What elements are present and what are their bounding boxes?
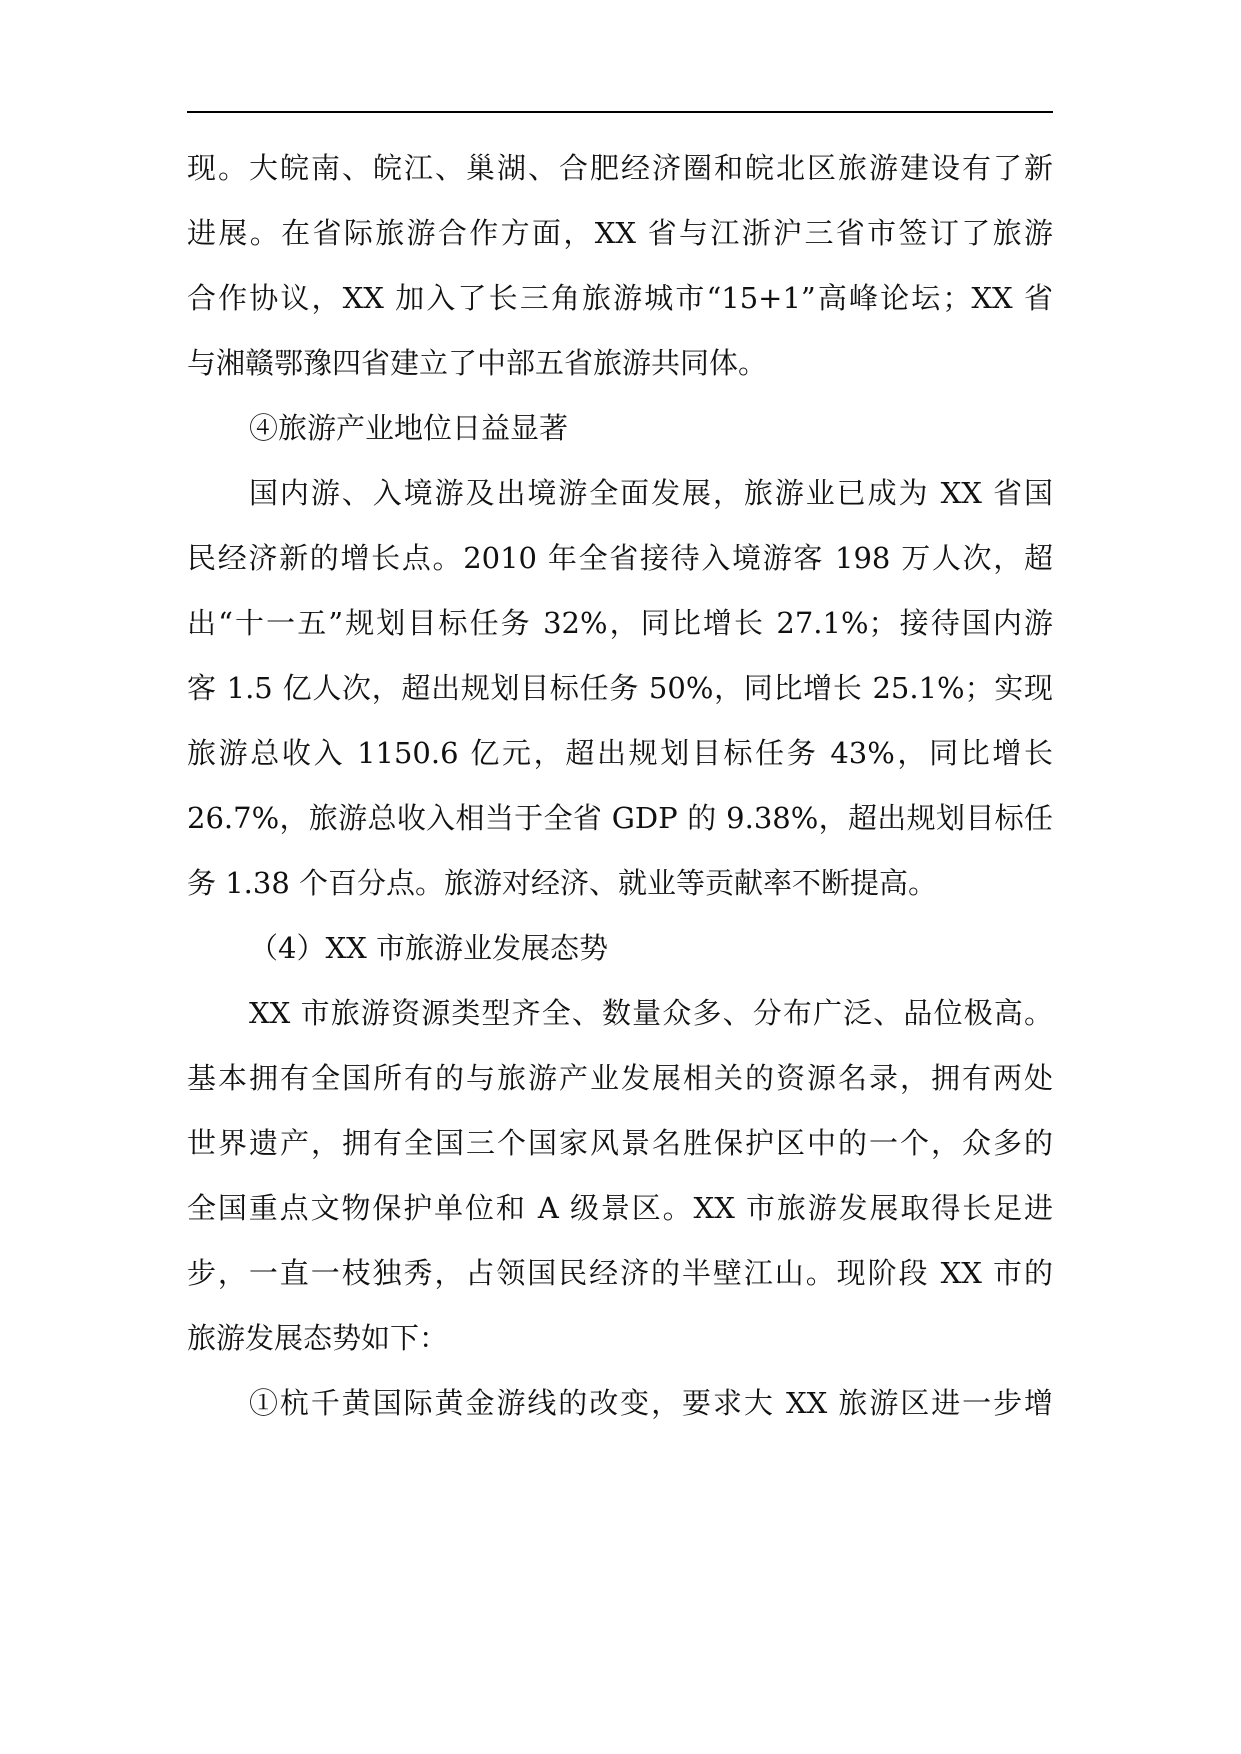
text-line-2: 进展。在省际旅游合作方面，XX 省与江浙沪三省市签订了旅游 — [187, 216, 1053, 250]
header-rule — [187, 111, 1053, 113]
text-line-9: 客 1.5 亿人次，超出规划目标任务 50%，同比增长 25.1%；实现 — [187, 671, 1053, 705]
text-line-14: XX 市旅游资源类型齐全、数量众多、分布广泛、品位极高。 — [249, 996, 1053, 1030]
text-line-19: 旅游发展态势如下： — [187, 1321, 449, 1355]
text-line-10: 旅游总收入 1150.6 亿元，超出规划目标任务 43%，同比增长 — [187, 736, 1053, 770]
text-line-4: 与湘赣鄂豫四省建立了中部五省旅游共同体。 — [187, 346, 768, 380]
text-line-7: 民经济新的增长点。2010 年全省接待入境游客 198 万人次，超 — [187, 541, 1053, 575]
text-line-6: 国内游、入境游及出境游全面发展，旅游业已成为 XX 省国 — [249, 476, 1053, 510]
text-line-3: 合作协议，XX 加入了长三角旅游城市“15+1”高峰论坛；XX 省 — [187, 281, 1053, 315]
text-line-16: 世界遗产，拥有全国三个国家风景名胜保护区中的一个，众多的 — [187, 1126, 1053, 1160]
text-line-20: ①杭千黄国际黄金游线的改变，要求大 XX 旅游区进一步增 — [249, 1386, 1053, 1420]
text-line-1: 现。大皖南、皖江、巢湖、合肥经济圈和皖北区旅游建设有了新 — [187, 151, 1053, 185]
section-heading-4: ④旅游产业地位日益显著 — [249, 411, 569, 445]
text-line-17: 全国重点文物保护单位和 A 级景区。XX 市旅游发展取得长足进 — [187, 1191, 1053, 1225]
text-line-18: 步，一直一枝独秀，占领国民经济的半壁江山。现阶段 XX 市的 — [187, 1256, 1053, 1290]
text-line-11: 26.7%，旅游总收入相当于全省 GDP 的 9.38%，超出规划目标任 — [187, 801, 1053, 835]
text-line-15: 基本拥有全国所有的与旅游产业发展相关的资源名录，拥有两处 — [187, 1061, 1053, 1095]
section-heading-xx-city: （4）XX 市旅游业发展态势 — [249, 931, 608, 965]
text-line-8: 出“十一五”规划目标任务 32%，同比增长 27.1%；接待国内游 — [187, 606, 1053, 640]
text-line-12: 务 1.38 个百分点。旅游对经济、就业等贡献率不断提高。 — [187, 866, 938, 900]
